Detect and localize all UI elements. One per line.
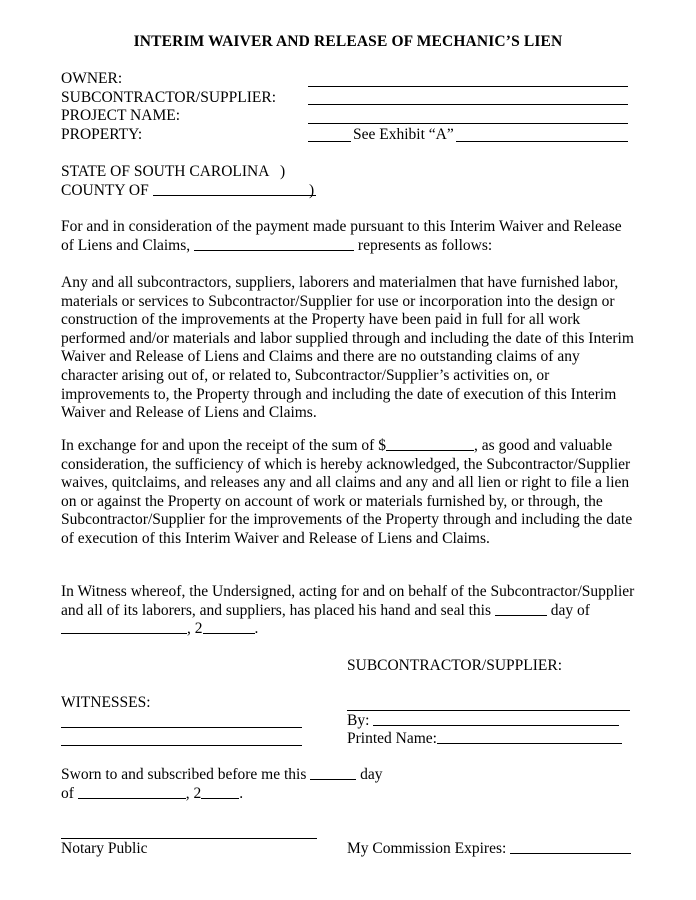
witness-month-input[interactable] bbox=[61, 620, 187, 634]
signature-block-heading: SUBCONTRACTOR/SUPPLIER: bbox=[347, 657, 563, 674]
notary-year-prefix: , 2 bbox=[185, 784, 202, 802]
witnesses-heading: WITNESSES: bbox=[61, 694, 151, 711]
field-label-property: PROPERTY: bbox=[61, 125, 143, 143]
header-fields bbox=[61, 70, 631, 144]
commission-expires-input[interactable] bbox=[510, 840, 631, 854]
field-row-property bbox=[61, 126, 631, 145]
in-witness-year-prefix: , 2 bbox=[187, 620, 203, 638]
field-rule-subcontractor[interactable] bbox=[308, 104, 628, 105]
county-paren: ) bbox=[309, 181, 315, 199]
field-row-project-name bbox=[61, 107, 631, 126]
paragraph-any-and-all: Any and all subcontractors, suppliers, laborers and materialmen that have furnished labor, materials or services to Subcontractor/Supplier for use or incorporation into the design or construction of the improvements at the Property have been paid in full for all work performed and/or materials and labor supplied through and including the date of this Interim Waiver and Release of Liens and Claims and there are no outstanding claims of any character arising out of, or related to, Subcontractor/Supplier’s activities on, or improvements to, the Property through and including the date of execution of this Interim Waiver and Release of Liens and Claims. bbox=[61, 274, 634, 422]
witness-signature-line-1[interactable] bbox=[61, 727, 302, 728]
paragraph-in-witness bbox=[61, 583, 636, 639]
county-label: COUNTY OF bbox=[61, 181, 149, 199]
paragraph-in-exchange bbox=[61, 437, 636, 549]
notary-signature-line[interactable] bbox=[61, 838, 317, 839]
notary-sworn-text: Sworn to and subscribed before me this bbox=[61, 766, 307, 783]
county-row bbox=[61, 182, 316, 201]
witness-year-input[interactable] bbox=[203, 620, 255, 634]
field-row-subcontractor bbox=[61, 89, 631, 108]
signature-by-label: By: bbox=[347, 712, 370, 729]
paragraph-consideration bbox=[61, 218, 636, 255]
notary-sworn-paragraph bbox=[61, 766, 391, 803]
field-label-subcontractor: SUBCONTRACTOR/SUPPLIER: bbox=[61, 88, 277, 106]
page-title: INTERIM WAIVER AND RELEASE OF MECHANIC’S LIEN bbox=[133, 33, 563, 50]
in-exchange-text-part2: , as good and valuable consideration, the sufficiency of which is hereby acknowledged, the Subcontractor/Supplier waives, quitclaims, and releases any and all claims and any and all lien or right to file a lien on or against the Property on account of work or materials furnished by, or through, the Subcontractor/Supplier for the improvements of the Property through and including the date of execution of this Interim Waiver and Release of Liens and Claims. bbox=[61, 437, 633, 547]
signature-by-row bbox=[347, 712, 619, 731]
field-label-project-name: PROJECT NAME: bbox=[61, 107, 180, 125]
witness-day-input[interactable] bbox=[495, 602, 547, 616]
state-label: STATE OF SOUTH CAROLINA bbox=[61, 163, 270, 180]
state-row bbox=[61, 163, 316, 182]
witness-signature-line-2[interactable] bbox=[61, 745, 302, 746]
in-witness-text-part1: In Witness whereof, the Undersigned, acting for and on behalf of the Subcontractor/Supplier and all of its laborers, and suppliers, has placed his hand and seal this bbox=[61, 583, 635, 619]
field-rule-project-name[interactable] bbox=[308, 123, 628, 124]
in-witness-day-of-label: day of bbox=[550, 601, 590, 619]
signature-printed-name-label: Printed Name: bbox=[347, 730, 437, 747]
signature-printed-name-input[interactable] bbox=[437, 730, 622, 744]
consideration-text-part1: For and in consideration of the payment made pursuant to this Interim Waiver and Release of Liens and Claims, bbox=[61, 218, 622, 254]
state-paren: ) bbox=[280, 163, 286, 180]
commission-expires-label: My Commission Expires: bbox=[347, 840, 507, 857]
field-rule-owner[interactable] bbox=[308, 86, 628, 87]
county-input[interactable] bbox=[153, 182, 316, 196]
sum-amount-input[interactable] bbox=[386, 437, 474, 451]
notary-day-of-label: day of bbox=[61, 766, 383, 802]
signature-by-input[interactable] bbox=[373, 712, 619, 726]
notary-public-label: Notary Public bbox=[61, 840, 148, 857]
in-witness-period: . bbox=[254, 620, 259, 638]
in-exchange-text-part1: In exchange for and upon the receipt of the sum of $ bbox=[61, 437, 386, 454]
field-row-owner bbox=[61, 70, 631, 89]
consideration-text-part2: represents as follows: bbox=[357, 236, 493, 254]
notary-month-input[interactable] bbox=[78, 785, 186, 799]
commission-expires-row bbox=[347, 840, 631, 859]
notary-year-input[interactable] bbox=[201, 785, 239, 799]
notary-period: . bbox=[239, 784, 244, 802]
notary-day-input[interactable] bbox=[310, 766, 356, 780]
jurisdiction-block bbox=[61, 163, 316, 200]
subcontractor-signature-line[interactable] bbox=[347, 710, 630, 711]
field-value-property[interactable]: See Exhibit “A” bbox=[353, 126, 454, 144]
representative-name-input[interactable] bbox=[194, 237, 354, 251]
field-label-owner: OWNER: bbox=[61, 70, 123, 87]
signature-printed-name-row bbox=[347, 730, 622, 749]
